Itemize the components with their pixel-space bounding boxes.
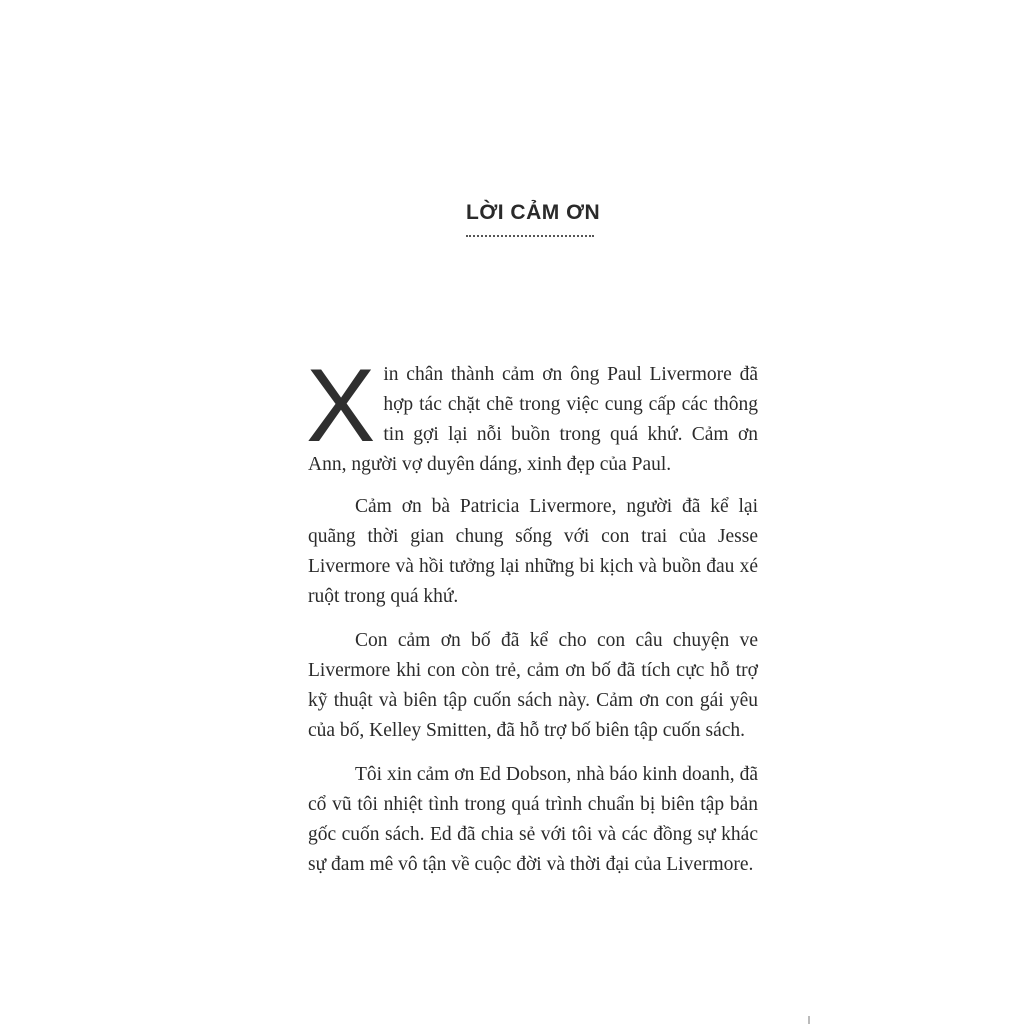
- heading-dotted-rule: [466, 235, 594, 237]
- paragraph-1-text: in chân thành cảm ơn ông Paul Livermore đã hợp tác chặt chẽ trong việc cung cấp các thông tin gợi lại nỗi buồn trong quá khứ. Cảm ơn Ann, người vợ duyên dáng, xinh đẹp của Paul.: [308, 364, 758, 475]
- chapter-heading: [466, 198, 601, 237]
- paragraph-2: Cảm ơn bà Patricia Livermore, người đã kể lại quãng thời gian chung sống với con trai của Jesse Livermore và hồi tưởng lại những bi kịch và buồn đau xé ruột trong quá khứ.: [308, 496, 758, 607]
- paragraph-4: Tôi xin cảm ơn Ed Dobson, nhà báo kinh doanh, đã cổ vũ tôi nhiệt tình trong quá trình chuẩn bị biên tập bản gốc cuốn sách. Ed đã chia sẻ với tôi và các đồng sự khác sự đam mê vô tận về cuộc đời và thời đại của Livermore.: [308, 764, 758, 875]
- paragraph-3: Con cảm ơn bố đã kể cho con câu chuyện ve Livermore khi con còn trẻ, cảm ơn bố đã tích cực hỗ trợ kỹ thuật và biên tập cuốn sách này. Cảm ơn con gái yêu của bố, Kelley Smitten, đã hỗ trợ bố biên tập cuốn sách.: [308, 630, 758, 741]
- page-edge-mark: [808, 1016, 810, 1024]
- chapter-title: LỜI CẢM ƠN: [466, 201, 601, 224]
- acknowledgements-body: [306, 348, 758, 894]
- drop-cap: X: [306, 348, 376, 464]
- paragraph-1: [306, 348, 758, 480]
